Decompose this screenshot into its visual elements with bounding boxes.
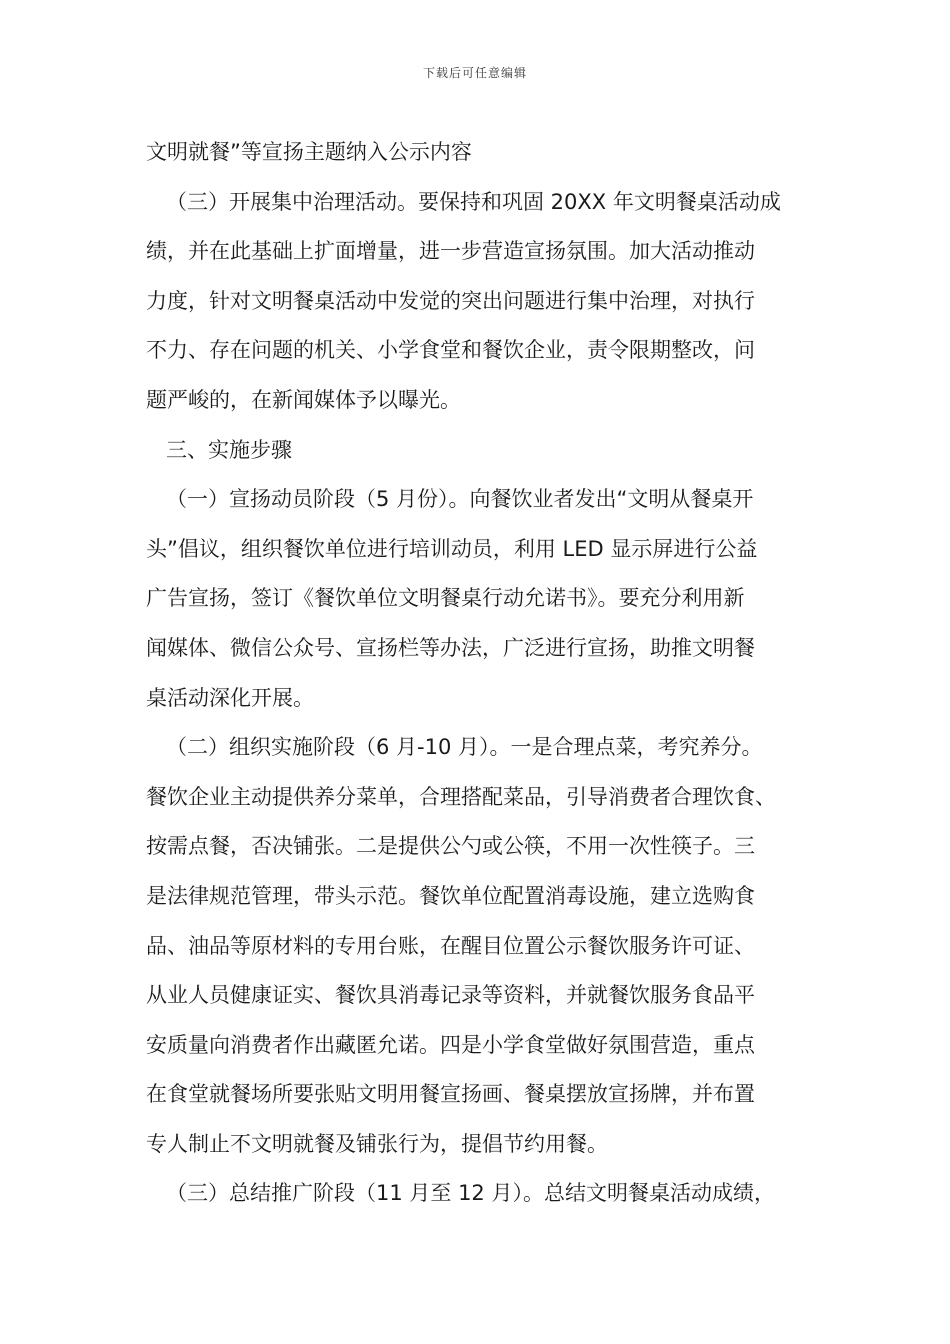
text-line: 餐饮企业主动提供养分菜单，合理搭配菜品，引导消费者合理饮食、 — [146, 784, 776, 809]
text-line: 桌活动深化开展。 — [146, 685, 314, 710]
text-line: 不力、存在问题的机关、小学食堂和餐饮企业，责令限期整改，问 — [146, 338, 755, 363]
text-line: 安质量向消费者作出藏匿允诺。四是小学食堂做好氛围营造，重点 — [146, 1032, 755, 1057]
text-line: （一）宣扬动员阶段（5 月份）。向餐饮业者发出“文明从餐桌开 — [166, 487, 754, 512]
text-line: 绩，并在此基础上扩面增量，进一步营造宣扬氛围。加大活动推动 — [146, 239, 755, 264]
page-header: 下载后可任意编辑 — [422, 66, 527, 80]
text-line: 文明就餐”等宣扬主题纳入公示内容 — [146, 140, 472, 164]
text-line: （二）组织实施阶段（6 月-10 月）。一是合理点菜，考究养分。 — [166, 735, 763, 760]
text-line: 题严峻的，在新闻媒体予以曝光。 — [146, 387, 461, 412]
text-line: 从业人员健康证实、餐饮具消毒记录等资料，并就餐饮服务食品平 — [146, 983, 755, 1008]
text-line: 头”倡议，组织餐饮单位进行培训动员，利用 LED 显示屏进行公益 — [146, 536, 758, 561]
text-line: （三）开展集中治理活动。要保持和巩固 20XX 年文明餐桌活动成 — [166, 189, 781, 214]
text-line: 品、油品等原材料的专用台账，在醒目位置公示餐饮服务许可证、 — [146, 933, 755, 958]
text-line: 专人制止不文明就餐及铺张行为，提倡节约用餐。 — [146, 1131, 608, 1156]
text-line: 力度，针对文明餐桌活动中发觉的突出问题进行集中治理，对执行 — [146, 288, 755, 313]
text-line: 按需点餐，否决铺张。二是提供公勺或公筷，不用一次性筷子。三 — [146, 834, 755, 859]
text-line: 闻媒体、微信公众号、宣扬栏等办法，广泛进行宣扬，助推文明餐 — [146, 635, 755, 660]
text-line: 是法律规范管理，带头示范。餐饮单位配置消毒设施，建立选购食 — [146, 883, 755, 908]
text-line: （三）总结推广阶段（11 月至 12 月）。总结文明餐桌活动成绩， — [166, 1181, 775, 1206]
text-line: 三、实施步骤 — [166, 437, 292, 462]
document-body — [146, 128, 816, 1219]
text-line: 在食堂就餐场所要张贴文明用餐宣扬画、餐桌摆放宣扬牌，并布置 — [146, 1082, 755, 1107]
text-line: 广告宣扬，签订《餐饮单位文明餐桌行动允诺书》。要充分利用新 — [146, 586, 745, 611]
